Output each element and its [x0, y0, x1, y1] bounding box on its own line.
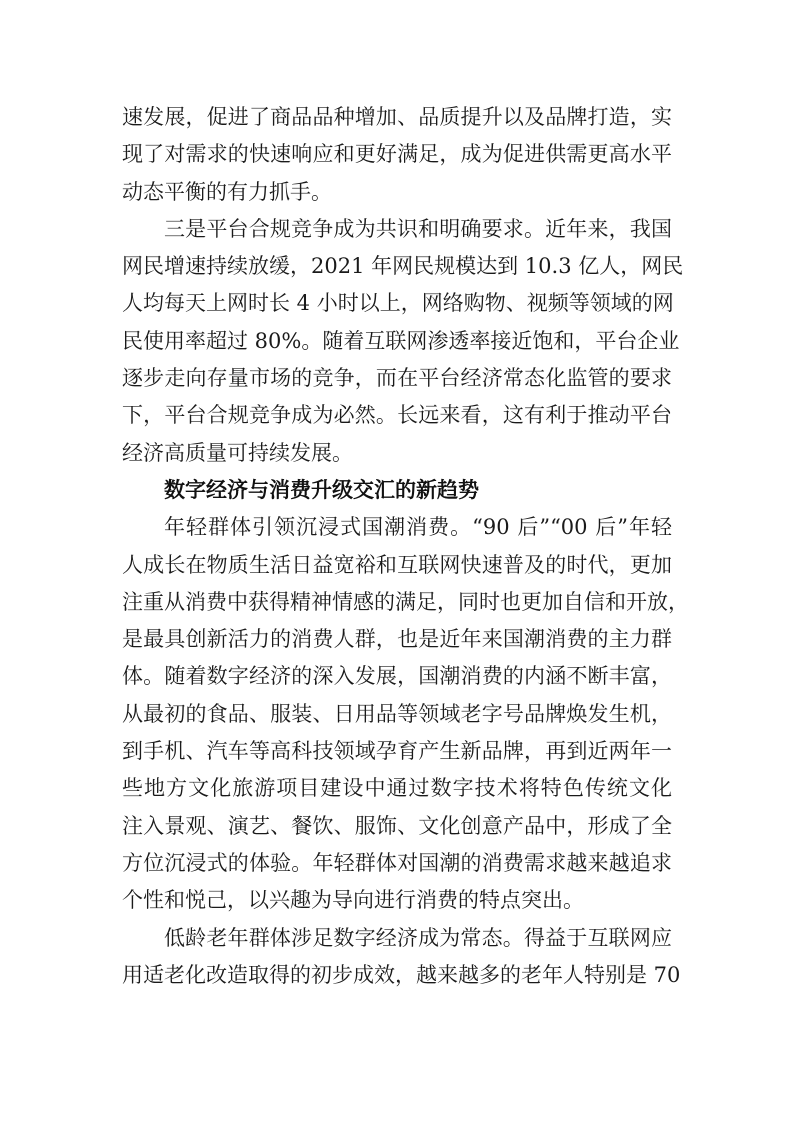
paragraph-supply-demand [122, 99, 672, 211]
text-line: 网民增速持续放缓，2021 年网民规模达到 10.3 亿人，网民 [122, 254, 684, 279]
text-line: 注重从消费中获得精神情感的满足，同时也更加自信和开放， [122, 589, 689, 614]
paragraph-young-consumers [122, 509, 689, 919]
text-line: 速发展，促进了商品品种增加、品质提升以及品牌打造，实 [122, 105, 672, 129]
text-line: 年轻群体引领沉浸式国潮消费。“90 后”“00 后”年轻 [164, 515, 672, 540]
text-line: 是最具创新活力的消费人群，也是近年来国潮消费的主力群 [122, 627, 672, 652]
section-heading: 数字经济与消费升级交汇的新趋势 [164, 477, 479, 502]
text-line: 下，平台合规竞争成为必然。长远来看，这有利于推动平台 [122, 403, 672, 428]
document-page [122, 99, 689, 994]
text-line: 动态平衡的有力抓手。 [122, 179, 332, 204]
text-line: 现了对需求的快速响应和更好满足，成为促进供需更高水平 [122, 142, 672, 167]
text-line: 民使用率超过 80%。随着互联网渗透率接近饱和，平台企业 [122, 328, 680, 353]
text-line: 人成长在物质生活日益宽裕和互联网快速普及的时代，更加 [122, 552, 672, 577]
text-line: 逐步走向存量市场的竞争，而在平台经济常态化监管的要求 [122, 366, 672, 391]
paragraph-elderly-consumers [122, 920, 681, 995]
text-line: 经济高质量可持续发展。 [122, 440, 353, 465]
text-line: 注入景观、演艺、餐饮、服饰、文化创意产品中，形成了全 [122, 813, 672, 838]
text-line: 用适老化改造取得的初步成效，越来越多的老年人特别是 70 [122, 962, 681, 987]
text-line: 三是平台合规竞争成为共识和明确要求。近年来，我国 [164, 216, 672, 241]
text-line: 个性和悦己，以兴趣为导向进行消费的特点突出。 [122, 888, 584, 913]
paragraph-platform-compliance [122, 211, 684, 472]
text-line: 人均每天上网时长 4 小时以上，网络购物、视频等领域的网 [122, 291, 674, 316]
text-line: 些地方文化旅游项目建设中通过数字技术将特色传统文化 [122, 776, 672, 801]
text-line: 体。随着数字经济的深入发展，国潮消费的内涵不断丰富， [122, 664, 672, 689]
text-line: 方位沉浸式的体验。年轻群体对国潮的消费需求越来越追求 [122, 850, 672, 875]
text-line: 低龄老年群体涉足数字经济成为常态。得益于互联网应 [164, 925, 672, 950]
text-line: 从最初的食品、服装、日用品等领域老字号品牌焕发生机， [122, 701, 672, 726]
text-line: 到手机、汽车等高科技领域孕育产生新品牌，再到近两年一 [122, 739, 672, 764]
